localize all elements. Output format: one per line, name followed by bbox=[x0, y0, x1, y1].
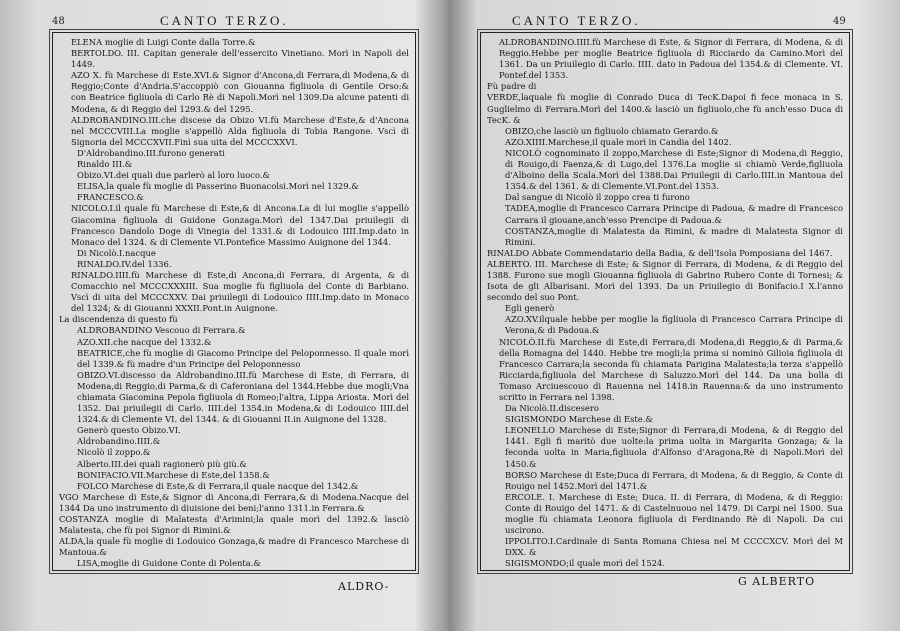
left-page bbox=[0, 0, 448, 631]
right-page bbox=[452, 0, 900, 631]
text-line: SIGISMONDO;il quale morì del 1524. bbox=[505, 558, 665, 568]
text-line: BORSO Marchese di Este;Duca di Ferrara, di Modena, & di Reggio, & Conte di Rouigo nel 1452.Morì del 1471.& bbox=[505, 469, 843, 491]
text-line: Egli generò bbox=[505, 303, 555, 314]
text-line: Nicolò il zoppo.& bbox=[77, 447, 151, 458]
text-line: ELENA moglie di Luigi Conte dalla Torre.& bbox=[71, 37, 256, 47]
text-line: RINALDO.IV.del 1336. bbox=[77, 258, 172, 269]
text-line: AZO.XV.ilquale hebbe per moglie la figliuola di Francesco Carrara Principe di Verona,& di Padoua.& bbox=[505, 314, 843, 336]
text-line: LISA,moglie di Guidone Conte di Polenta.& bbox=[77, 558, 261, 568]
text-line: COSTANZA moglie di Malatesta d'Arimini;la quale morì del 1392.& lasciò Malatesta, che fù poi Signor di Rimini.& bbox=[59, 514, 409, 536]
text-line: LEONELLO Marchese di Este;Signor di Ferrara,di Modena, & di Reggio del 1441. Egli fi maritò due uolte:la prima uolta in Margarita Gonzaga; & la feconda uolta in Maria,figliuola d'Alfonso d'Aragona,Rè di Napoli.Morì del 1450.& bbox=[505, 425, 843, 469]
text-line: ERCOLE. I. Marchese di Este; Duca. II. di Ferrara, di Modena, & di Reggio: Conte di Rouigo del 1471. & di Castelnuouo nel 1479. Di Carpi nel 1500. Sua moglie fù chiamata Leonora figliuola di Ferdinando Rè di Napoli. Da cui uscirono. bbox=[505, 491, 843, 536]
text-line: ALDA,la quale fù moglie di Lodouico Gonzaga,& madre di Francesco Marchese di Mantoua.& bbox=[59, 536, 409, 558]
text-line: Generò questo Obizo.VI. bbox=[77, 425, 181, 436]
page-text bbox=[59, 37, 409, 568]
text-line: RINALDO.IIII.fù Marchese di Este,di Ancona,di Ferrara, di Argenta, & di Comacchio nel MCCCXXXIII. Sua moglie fù figliuola del Conte di Barbiano. Vscì di uita del MCCCXXV. Dai priuilegii di Lodouico IIII.Imp.dato in Monaco del 1324; & di Giouanni XXXII.Pont.in Auignone. bbox=[71, 269, 409, 314]
text-line: La discendenza di questo fù bbox=[59, 314, 178, 325]
text-line: Da Nicolò.II.discesero bbox=[505, 403, 599, 414]
text-line: FOLCO Marchese di Este,& di Ferrara,il quale nacque del 1342.& bbox=[77, 480, 359, 491]
text-line: Alberto.III.dei quali ragionerò più giù.& bbox=[77, 458, 247, 469]
text-line: AZO.XIIII.Marchese,il quale morì in Candia del 1402. bbox=[505, 136, 732, 147]
text-line: Obizo.VI.dei quali due parlerò al loro luoco.& bbox=[77, 170, 270, 181]
text-line: Fù padre di bbox=[487, 81, 537, 92]
text-line: RINALDO Abbate Commendatario della Badia, & dell'Isola Pomposiana del 1467. bbox=[487, 247, 833, 258]
text-line: OBIZO,che lasciò un figliuolo chiamato Gerardo.& bbox=[505, 125, 719, 136]
text-line: ALDROBANDINO Vescouo di Ferrara.& bbox=[77, 325, 246, 336]
text-line: SIGISMONDO Marchese di Este.& bbox=[505, 414, 653, 425]
text-line: ALBERTO. III. Marchese di Este; & Signor di Ferrara, di Modena, & di Reggio del 1388. Furono sue mogli Giouanna figliuola di Gabrino Rubero Conte di Tornesi; & Isota de gli Albarisani. Morì del 1393. Da un Priuilegio di Bonifacio.I X.l'anno secondo del suo Pont. bbox=[487, 258, 843, 303]
text-line: AZO X. fù Marchese di Este.XVI.& Signor d'Ancona,di Ferrara,di Modena,& di Reggio;Conte d'Andria.S'accoppiò con Giouanna figliuola di Gentile Orso:& con Beatrice figliuola di Carlo Rè di Napoli.Morì nel 1309.Da alcune patenti di Modena, & di Reggio del 1293.& del 1295. bbox=[71, 70, 409, 114]
text-line: BEATRICE,che fù moglie di Giacomo Principe del Peloponnesso. Il quale morì del 1339.& fù madre d'un Principe del Peloponnesso bbox=[77, 347, 409, 369]
page-text bbox=[487, 37, 843, 568]
text-line: BERTOLDO. III. Capitan generale dell'essercito Vinetiano. Morì in Napoli del 1449. bbox=[71, 48, 409, 70]
text-frame bbox=[480, 32, 850, 571]
text-line: BONIFACIO.VII.Marchese di Este,del 1358.& bbox=[77, 469, 270, 480]
text-line: Aldrobandino.IIII.& bbox=[77, 436, 161, 447]
text-line: ELISA,la quale fù moglie di Passerino Buonacolsi.Morì nel 1329.& bbox=[77, 181, 359, 192]
page-number: 49 bbox=[833, 16, 846, 27]
text-line: VERDE,laquale fù moglie di Conrado Duca di TecK.Dapoi fi fece monaca in S. Guglielmo di Ferrara.Morì del 1400.& lasciò un figliuolo,che fù anch'esso Duca di TecK. & bbox=[487, 92, 843, 125]
text-line: ALDROBANDINO.IIII.fù Marchese di Este, & Signor di Ferrara, di Modena, & di Reggio.Hebbe per moglie Beatrice figliuola di Ricciardo da Camino.Morì del 1361. Da un Priuilegio di Carlo. IIII. dato in Padoua del 1354.& di Clemente. VI. Pontef.del 1353. bbox=[499, 37, 843, 81]
text-line: IPPOLITO.I.Cardinale di Santa Romana Chiesa nel M CCCCXCV. Morì del M DXX. & bbox=[505, 536, 843, 558]
catchword: ALDRO- bbox=[338, 580, 390, 593]
text-line: TADEA,moglie di Francesco Carrara Principe di Padoua, & madre di Francesco Carrara il giouane,anch'esso Prencipe di Padoua.& bbox=[505, 203, 843, 225]
text-line: NICOLÒ.II.fù Marchese di Este,di Ferrara,di Modena,di Reggio,& di Parma,& della Romagna del 1440. Hebbe tre mogli;la prima si nominò Gilioia figliuola di Francesco Carrara;la seconda fù chiamata Parigina Malatesta;la terza s'appellò Ricciarda,figliuola del Marchese di Saluzzo.Morì del 144. Da una bolla di Tomaso Arciuescouo di Rauenna nel 1418.in Rauenna:& da uno instrumento scritto in Ferrara nel 1398. bbox=[499, 336, 843, 402]
text-line: Di Nicolò.I.nacque bbox=[77, 247, 156, 258]
text-line: COSTANZA,moglie di Malatesta da Rimini, & madre di Malatesta Signor di Rimini. bbox=[505, 225, 843, 247]
text-line: Rinaldo III.& bbox=[77, 159, 133, 170]
running-header: CANTO TERZO. bbox=[160, 13, 289, 28]
text-line: NICOLO.I.il quale fù Marchese di Este,& di Ancona.La di lui moglie s'appellò Giacomina figliuola di Guidone Gonzaga.Morì del 1347.Dai priuilegii di Francesco Dandolo Doge di Vinegia del 1331.& di Lodouico IIII.Imp.dato in Monaco del 1324. & di Clemente VI.Pontefice Massimo Auignone del 1344. bbox=[71, 203, 409, 247]
catchword: G ALBERTO bbox=[738, 575, 816, 588]
text-line: NICOLÒ cognominato il zoppo,Marchese di Este;Signor di Modena,di Reggio, di Rouigo,di Faenza,& di Lugo,del 1376.La moglie si chiamò Verde,figliuola d'Alboino della Scala.Morì del 1388.Dai Priuilegii di Carlo.IIII.in Mantoua del 1354.& del 1361. & di Clemente.VI.Pont.del 1353. bbox=[505, 147, 843, 192]
text-line: VGO Marchese di Este,& Signor di Ancona,di Ferrara,& di Modena.Nacque del 1344 Da uno instrumento di diuisione dei beni;l'anno 1311.in Ferrara.& bbox=[59, 491, 409, 513]
text-line: AZO.XII.che nacque del 1332.& bbox=[77, 336, 212, 347]
text-line: Dal sangue di Nicolò il zoppo crea ti furono bbox=[505, 192, 690, 203]
running-header: CANTO TERZO. bbox=[512, 13, 641, 28]
text-line: FRANCESCO.& bbox=[77, 192, 144, 203]
text-line: D'Aldrobandino.III.furono generati bbox=[77, 147, 225, 158]
page-number: 48 bbox=[52, 16, 65, 27]
text-frame bbox=[52, 32, 416, 571]
text-line: OBIZO.VI.discesso da Aldrobandino.III.fù Marchese di Este, di Ferrara, di Modena,di Reggio,di Parma,& di Caferoniana del 1344.Hebbe due mogli;Vna chiamata Giacomina Pepola figliuola di Romeo;l'altra, Lippa Ariosta. Morì del 1352. Dai priuilegii di Carlo. IIII.del 1354.in Modena,& di Lodouico IIII.del 1324.& di Clemente VI. del 1344. & di Giouanni II.in Auignone del 1328. bbox=[77, 369, 409, 425]
text-line: ALDROBANDINO.III.che discese da Obizo VI.fù Marchese d'Este,& d'Ancona nel MCCCVIII.La moglie s'appellò Alda figliuola di Tobia Rangone. Vscì di Signoria del MCCCXVII.Finì sua uita del MCCCXXVI. bbox=[71, 114, 409, 147]
